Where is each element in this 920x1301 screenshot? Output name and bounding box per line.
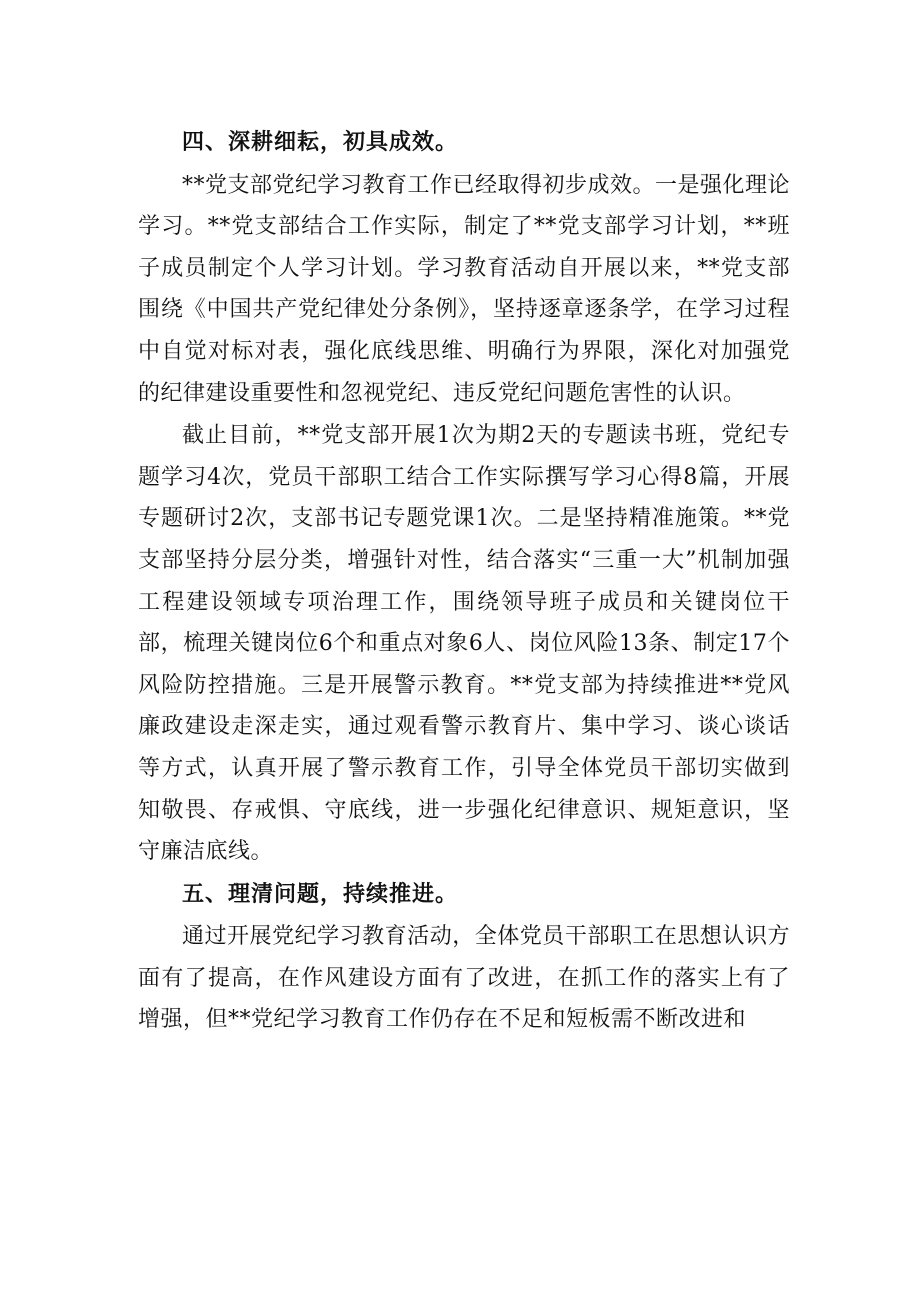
- section-4-paragraph-1: **党支部党纪学习教育工作已经取得初步成效。一是强化理论学习。**党支部结合工作实际，制定了**党支部学习计划，**班子成员制定个人学习计划。学习教育活动自开展以来，**党支部围绕《中国共产党纪律处分条例》，坚持逐章逐条学，在学习过程中自觉对标对表，强化底线思维、明确行为界限，深化对加强党的纪律建设重要性和忽视党纪、违反党纪问题危害性的认识。: [138, 172, 791, 406]
- document-body: [138, 122, 790, 1042]
- section-heading-4: 四、深耕细耘，初具成效。: [182, 130, 459, 155]
- section-heading-5: 五、理清问题，持续推进。: [182, 881, 459, 907]
- section-5-paragraph-1: 通过开展党纪学习教育活动，全体党员干部职工在思想认识方面有了提高，在作风建设方面有了改进，在抓工作的落实上有了增强，但**党纪学习教育工作仍存在不足和短板需不断改进和: [138, 924, 790, 1033]
- section-4-paragraph-2: 截止目前，**党支部开展1次为期2天的专题读书班，党纪专题学习4次，党员干部职工结合工作实际撰写学习心得8篇，开展专题研讨2次，支部书记专题党课1次。二是坚持精准施策。**党支部坚持分层分类，增强针对性，结合落实“三重一大”机制加强工程建设领域专项治理工作，围绕领导班子成员和关键岗位干部，梳理关键岗位6个和重点对象6人、岗位风险13条、制定17个风险防控措施。三是开展警示教育。**党支部为持续推进**党风廉政建设走深走实，通过观看警示教育片、集中学习、谈心谈话等方式，认真开展了警示教育工作，引导全体党员干部切实做到知敬畏、存戒惧、守底线，进一步强化纪律意识、规矩意识，坚守廉洁底线。: [138, 423, 790, 865]
